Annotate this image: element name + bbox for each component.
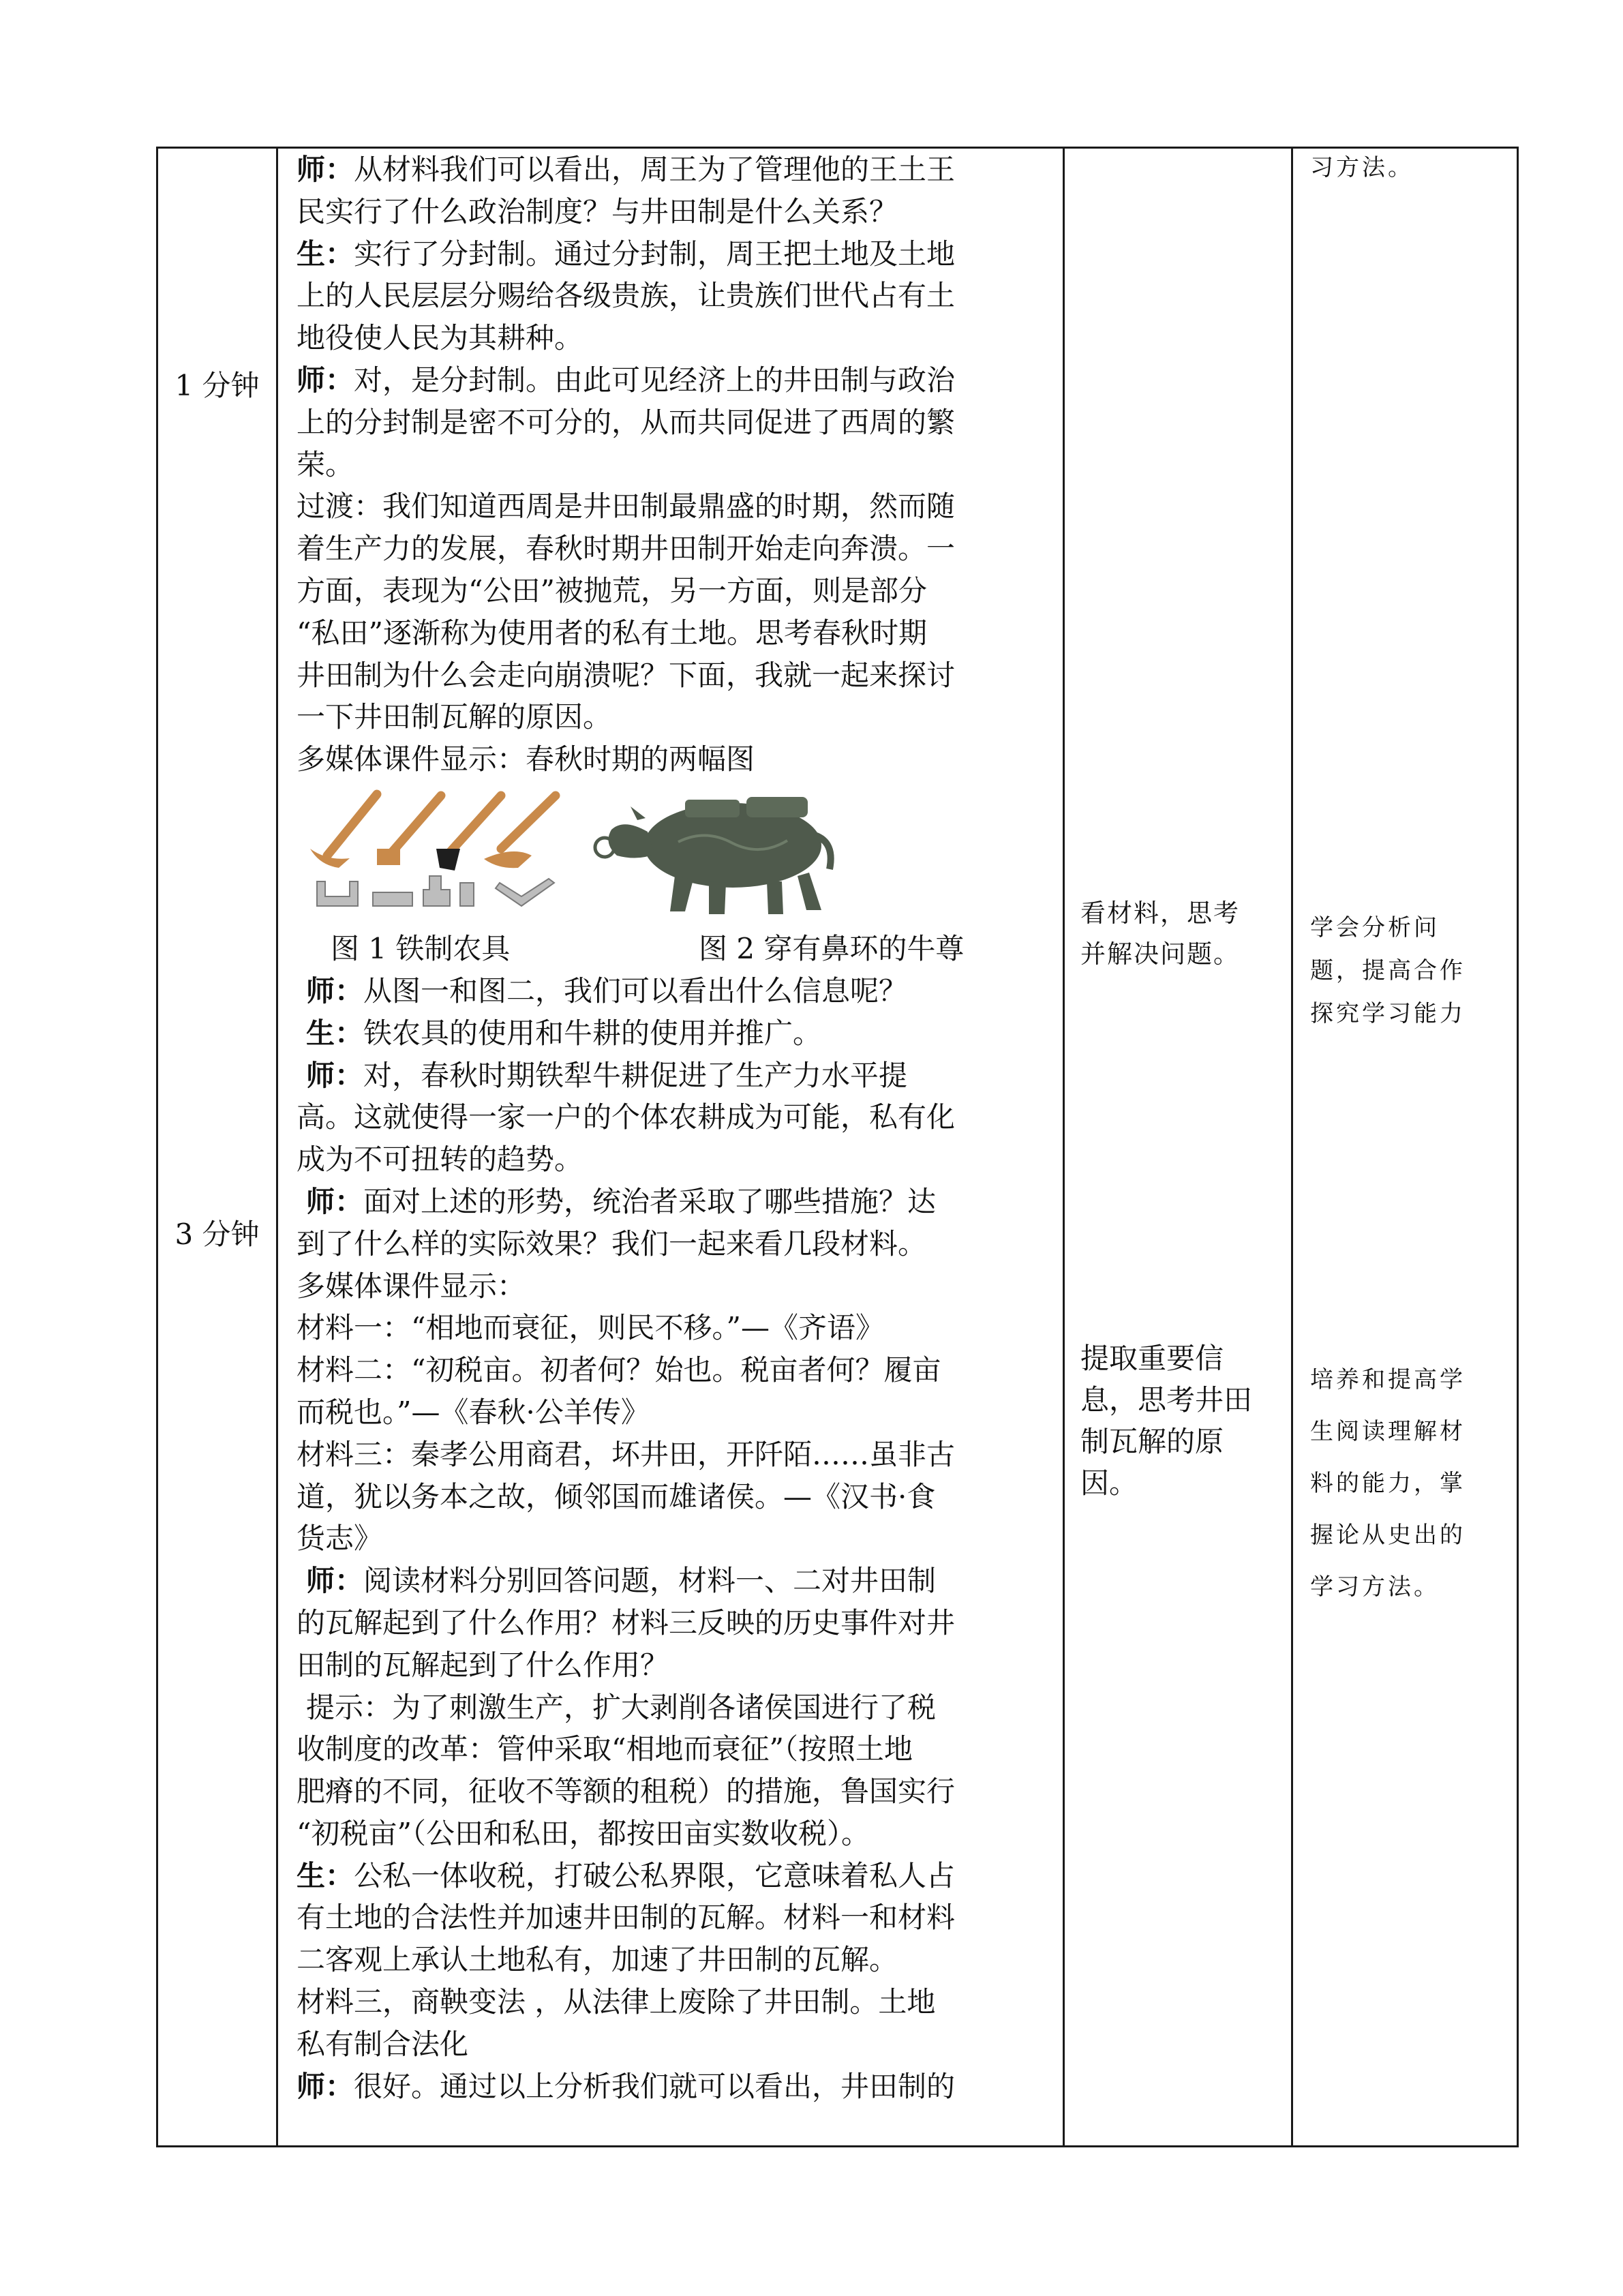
line-text: 对，春秋时期铁犁牛耕促进了生产力水平提 — [363, 1058, 908, 1092]
line-text: 有土地的合法性并加速井田制的瓦解。材料一和材料 — [297, 1901, 956, 1935]
line-text: 肥瘠的不同，征收不等额的租税）的措施，鲁国实行 — [297, 1774, 956, 1809]
line-text: 民实行了什么政治制度？与井田制是什么关系？ — [297, 194, 898, 228]
line-text: 面对上述的形势，统治者采取了哪些措施？达 — [363, 1184, 937, 1218]
text-line — [297, 1138, 1053, 1181]
text-line — [297, 738, 1053, 781]
text-line — [297, 1897, 1053, 1939]
text-line — [297, 970, 1053, 1012]
line-text: 私有制合法化 — [297, 2027, 469, 2061]
line-text: 的瓦解起到了什么作用？材料三反映的历史事件对井 — [297, 1605, 956, 1640]
text-line — [297, 359, 1053, 402]
text-line — [297, 612, 1053, 654]
intent-line: 培养和提高学 — [1310, 1366, 1466, 1393]
line-text: 地役使人民为其耕种。 — [297, 321, 583, 355]
hoe-icon — [310, 794, 377, 868]
time-cell-1: 1 分钟 — [175, 369, 260, 402]
design-intent-0 — [1310, 147, 1508, 188]
column-divider — [1063, 149, 1065, 2145]
line-text: 过渡：我们知道西周是井田制最鼎盛的时期，然而随 — [297, 489, 956, 524]
line-text: 着生产力的发展，春秋时期井田制开始走向奔溃。一 — [297, 532, 956, 566]
line-text: 上的分封制是密不可分的，从而共同促进了西周的繁 — [297, 405, 956, 439]
text-line — [297, 1855, 1053, 1897]
design-intent-2 — [1310, 1354, 1508, 1613]
text-line — [297, 1181, 1053, 1223]
line-text: 材料三，商鞅变法 ，从法律上废除了井田制。土地 — [297, 1985, 936, 2019]
intent-line: 生阅读理解材 — [1310, 1418, 1466, 1445]
line-text: 田制的瓦解起到了什么作用？ — [297, 1648, 669, 1682]
intent-line: 探究学习能力 — [1310, 1000, 1466, 1027]
text-line — [297, 1265, 1053, 1308]
intent-line: 料的能力，掌 — [1310, 1470, 1466, 1497]
speaker-label: 师： — [306, 1058, 364, 1092]
text-line — [297, 1813, 1053, 1855]
text-line — [297, 1349, 1053, 1391]
line-text: 井田制为什么会走向崩溃呢？下面，我就一起来探讨 — [297, 658, 956, 692]
speaker-label: 师： — [306, 973, 364, 1008]
text-line — [297, 1434, 1053, 1476]
line-text: 成为不可扭转的趋势。 — [297, 1143, 583, 1177]
speaker-label: 生： — [306, 1016, 364, 1050]
intent-line: 学会分析问 — [1310, 914, 1440, 941]
text-line — [297, 149, 1053, 191]
text-line — [297, 1939, 1053, 1981]
iron-farm-tools-image — [310, 794, 556, 906]
text-line — [297, 233, 1053, 275]
text-line — [297, 485, 1053, 528]
line-text: 材料一：“相地而衰征，则民不移。”—《齐语》 — [297, 1311, 884, 1345]
speaker-label: 师： — [297, 2069, 354, 2103]
student-activity-1 — [1080, 893, 1285, 975]
text-line — [297, 1560, 1053, 1602]
activity-line: 制瓦解的原 — [1080, 1425, 1224, 1458]
text-line — [297, 275, 1053, 317]
line-text: 从图一和图二，我们可以看出什么信息呢？ — [363, 973, 908, 1008]
student-activity-2 — [1080, 1338, 1285, 1504]
figure-2-caption: 图 2 穿有鼻环的牛尊 — [699, 931, 965, 965]
lesson-table — [156, 147, 1519, 2147]
line-text: 材料三：秦孝公用商君，坏井田，开阡陌……虽非古 — [297, 1437, 956, 1471]
line-text: 实行了分封制。通过分封制，周王把土地及土地 — [354, 237, 956, 271]
line-text: 从材料我们可以看出，周王为了管理他的王土王 — [354, 153, 956, 186]
dialogue-block-1 — [297, 149, 1053, 781]
text-line — [297, 696, 1053, 738]
line-text: 上的人民层层分赐给各级贵族，让贵族们世代占有土 — [297, 279, 956, 313]
text-line — [297, 1391, 1053, 1434]
text-line — [297, 1981, 1053, 2023]
text-line — [297, 1012, 1053, 1055]
text-line — [297, 654, 1053, 697]
speaker-label: 师： — [306, 1184, 364, 1218]
design-intent-1 — [1310, 907, 1508, 1036]
text-line — [297, 1517, 1053, 1560]
figure-images — [297, 781, 1053, 928]
line-text: 高。这就使得一家一户的个体农耕成为可能，私有化 — [297, 1100, 956, 1134]
teaching-process-column — [297, 149, 1053, 2107]
activity-line: 息，思考井田 — [1080, 1383, 1253, 1417]
text-line — [297, 1602, 1053, 1644]
speaker-label: 师： — [306, 1564, 364, 1598]
intent-line: 学习方法。 — [1310, 1573, 1440, 1601]
figure-captions — [297, 928, 1053, 970]
line-text: 多媒体课件显示：春秋时期的两幅图 — [297, 742, 755, 776]
line-text: 货志》 — [297, 1522, 383, 1556]
line-text: 公私一体收税，打破公私界限，它意味着私人占 — [354, 1858, 956, 1892]
intent-line: 习方法。 — [1310, 154, 1414, 181]
line-text: 多媒体课件显示： — [297, 1269, 526, 1303]
text-line — [297, 1307, 1053, 1349]
text-line — [297, 2066, 1053, 2108]
line-text: 阅读材料分别回答问题，材料一、二对井田制 — [363, 1564, 937, 1598]
activity-line: 因。 — [1080, 1466, 1138, 1500]
text-line — [297, 1096, 1053, 1138]
line-text: 到了什么样的实际效果？我们一起来看几段材料。 — [297, 1226, 927, 1260]
text-line — [297, 528, 1053, 570]
intent-line: 题，提高合作 — [1310, 957, 1466, 984]
line-text: 收制度的改革：管仲采取“相地而衰征”（按照土地 — [297, 1732, 913, 1766]
text-line — [297, 402, 1053, 444]
intent-line: 握论从史出的 — [1310, 1522, 1466, 1549]
line-text: 材料二：“初税亩。初者何？始也。税亩者何？履亩 — [297, 1353, 941, 1387]
text-line — [297, 1644, 1053, 1687]
line-text: 道，犹以务本之故，倾邻国而雄诸侯。—《汉书·食 — [297, 1479, 936, 1513]
line-text: 而税也。”—《春秋·公羊传》 — [297, 1395, 650, 1429]
line-text: 对，是分封制。由此可见经济上的井田制与政治 — [354, 363, 956, 397]
speaker-label: 生： — [297, 1858, 354, 1892]
figures-row — [297, 781, 1053, 928]
speaker-label: 生： — [297, 237, 354, 271]
line-text: 二客观上承认土地私有，加速了井田制的瓦解。 — [297, 1943, 898, 1977]
text-line — [297, 1223, 1053, 1265]
activity-line: 看材料，思考 — [1080, 898, 1240, 928]
line-text: 方面，表现为“公田”被抛荒，另一方面，则是部分 — [297, 573, 927, 607]
speaker-label: 师： — [297, 363, 354, 397]
line-text: 很好。通过以上分析我们就可以看出，井田制的 — [354, 2069, 956, 2103]
spade-icon — [377, 796, 441, 865]
speaker-label: 师： — [297, 153, 354, 186]
activity-line: 提取重要信 — [1080, 1342, 1224, 1375]
text-line — [297, 1770, 1053, 1813]
activity-line: 并解决问题。 — [1080, 939, 1240, 969]
column-divider — [1291, 149, 1293, 2145]
line-text: 一下井田制瓦解的原因。 — [297, 700, 612, 734]
line-text: 荣。 — [297, 447, 354, 481]
text-line — [297, 191, 1053, 233]
text-line — [297, 1055, 1053, 1097]
bronze-ox-zun-image — [595, 797, 831, 914]
text-line — [297, 317, 1053, 359]
text-line — [297, 1476, 1053, 1518]
line-text: 提示：为了刺激生产，扩大剥削各诸侯国进行了税 — [306, 1690, 937, 1724]
text-line — [297, 1687, 1053, 1729]
text-line — [297, 1728, 1053, 1770]
column-divider — [276, 149, 278, 2145]
time-cell-2: 3 分钟 — [175, 1218, 260, 1251]
text-line — [297, 570, 1053, 612]
line-text: “私田”逐渐称为使用者的私有土地。思考春秋时期 — [297, 616, 927, 650]
figure-1-caption: 图 1 铁制农具 — [331, 931, 511, 965]
iron-blade-icon — [317, 876, 554, 906]
dialogue-block-2 — [297, 970, 1053, 2108]
line-text: “初税亩”（公田和私田，都按田亩实数收税）。 — [297, 1816, 870, 1850]
text-line — [297, 2023, 1053, 2066]
line-text: 铁农具的使用和牛耕的使用并推广。 — [363, 1016, 822, 1050]
text-line — [297, 444, 1053, 486]
